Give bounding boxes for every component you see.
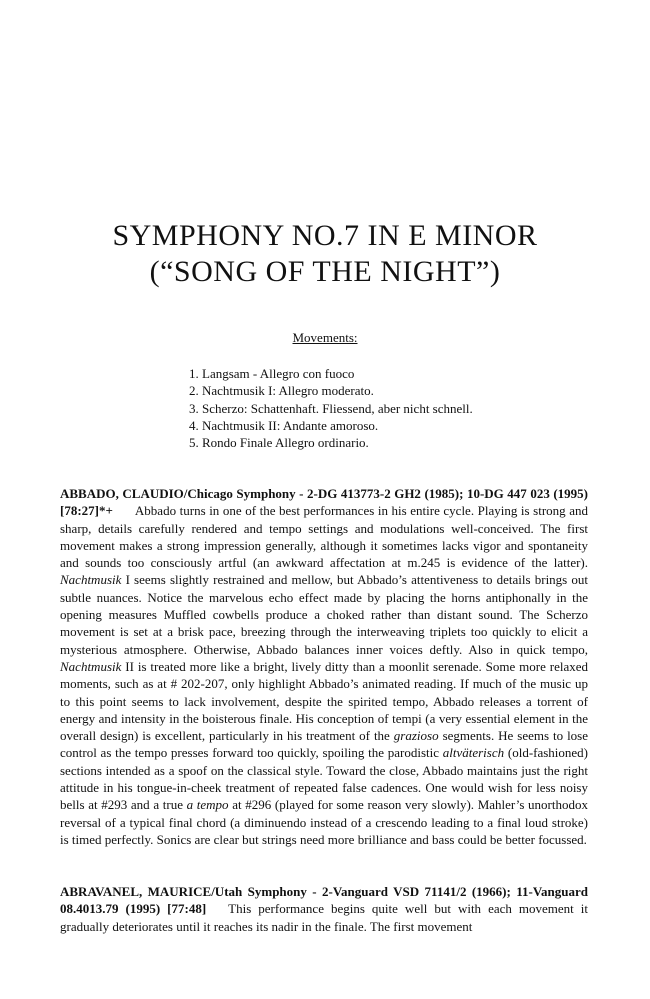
symphony-subtitle: (“SONG OF THE NIGHT”) (149, 255, 501, 288)
entry-heading: ABBADO, CLAUDIO/Chicago Symphony - 2-DG 413773-2 GH2 (1985); 10-DG 447 023 (1995) [78:27]*+ (60, 486, 588, 519)
entry-text: I seems slightly restrained and mellow, but Abbado’s attentiveness to details brings out subtle nuances. Notice the marvelous echo effect made by placing the horns antiphonally in the opening measures Muffled cowbells produce a choked rather than distant sound. The Scherzo movement is set at a brisk pace, breezing through the interweaving triplets too quickly to elicit a mysterious atmosphere. Otherwise, Abbado balances inner voices deftly. Also in quick tempo, (60, 572, 589, 657)
entry-emphasis: altväterisch (442, 745, 505, 761)
entry-emphasis: Nachtmusik (60, 658, 122, 674)
entry-text: Abbado turns in one of the best performances in his entire cycle. Playing is strong and sharp, details carefully rendered and tempo settings and modulations well-conceived. The first movement makes a strong impression generally, although it sometimes lacks vigor and spontaneity and sounds too consciously artful (an awkward affectation at m.245 is evidence of the latter). (60, 503, 588, 571)
entry-emphasis: Nachtmusik (60, 572, 122, 588)
entry-text: II is treated more like a bright, lively ditty than a moonlit serenade. Some more relaxed moments, such as at # 202-207, only highlight Abbado’s animated reading. If much of the music up to this point seems to lack involvement, despite the spirited tempo, Abbado releases a torrent of energy and intensity in the boisterous finale. His conception of tempi (a very essential element in the overall design) is excellent, particularly in his treatment of the (60, 658, 589, 744)
entry-emphasis: grazioso (393, 728, 439, 744)
movement-item: 3. Scherzo: Schattenhaft. Fliessend, aber nicht schnell. (189, 400, 473, 416)
movements-heading: Movements: (292, 330, 358, 345)
entry-heading: ABRAVANEL, MAURICE/Utah Symphony - 2-Vanguard VSD 71141/2 (1966); 11-Vanguard 08.4013.79 (1995) [77:48] (60, 884, 588, 917)
entry-emphasis: a tempo (186, 797, 229, 813)
entry-text: (old-fashioned) sections intended as a spoof on the classical style. Toward the close, Abbado maintains just the right attitude in his tongue-in-cheek treatment of repeated false cadences. One would wish for less noisy bells at #293 and a true (60, 745, 589, 813)
entry-text: This performance begins quite well but with each movement it gradually deteriorates until it reaches its nadir in the finale. The first movement (60, 901, 588, 934)
movements-list (189, 365, 473, 451)
review-entry-abravanel (60, 883, 588, 935)
review-entry-abbado (60, 485, 588, 848)
movement-item: 2. Nachtmusik I: Allegro moderato. (189, 383, 374, 399)
symphony-title: SYMPHONY NO.7 IN E MINOR (112, 219, 538, 252)
entry-text: at #296 (played for some reason very slowly). Mahler’s unorthodox reversal of a typical final chord (a diminuendo instead of a crescendo leading to a final loud stroke) is timed perfectly. Sonics are clear but strings need more brilliance and bass could be better focussed. (60, 797, 588, 847)
entry-text: segments. He seems to lose control as the tempo presses forward too quickly, spoiling the parodistic (60, 728, 589, 761)
movement-item: 1. Langsam - Allegro con fuoco (189, 366, 355, 381)
movement-item: 5. Rondo Finale Allegro ordinario. (189, 435, 369, 451)
movement-item: 4. Nachtmusik II: Andante amoroso. (189, 417, 379, 433)
